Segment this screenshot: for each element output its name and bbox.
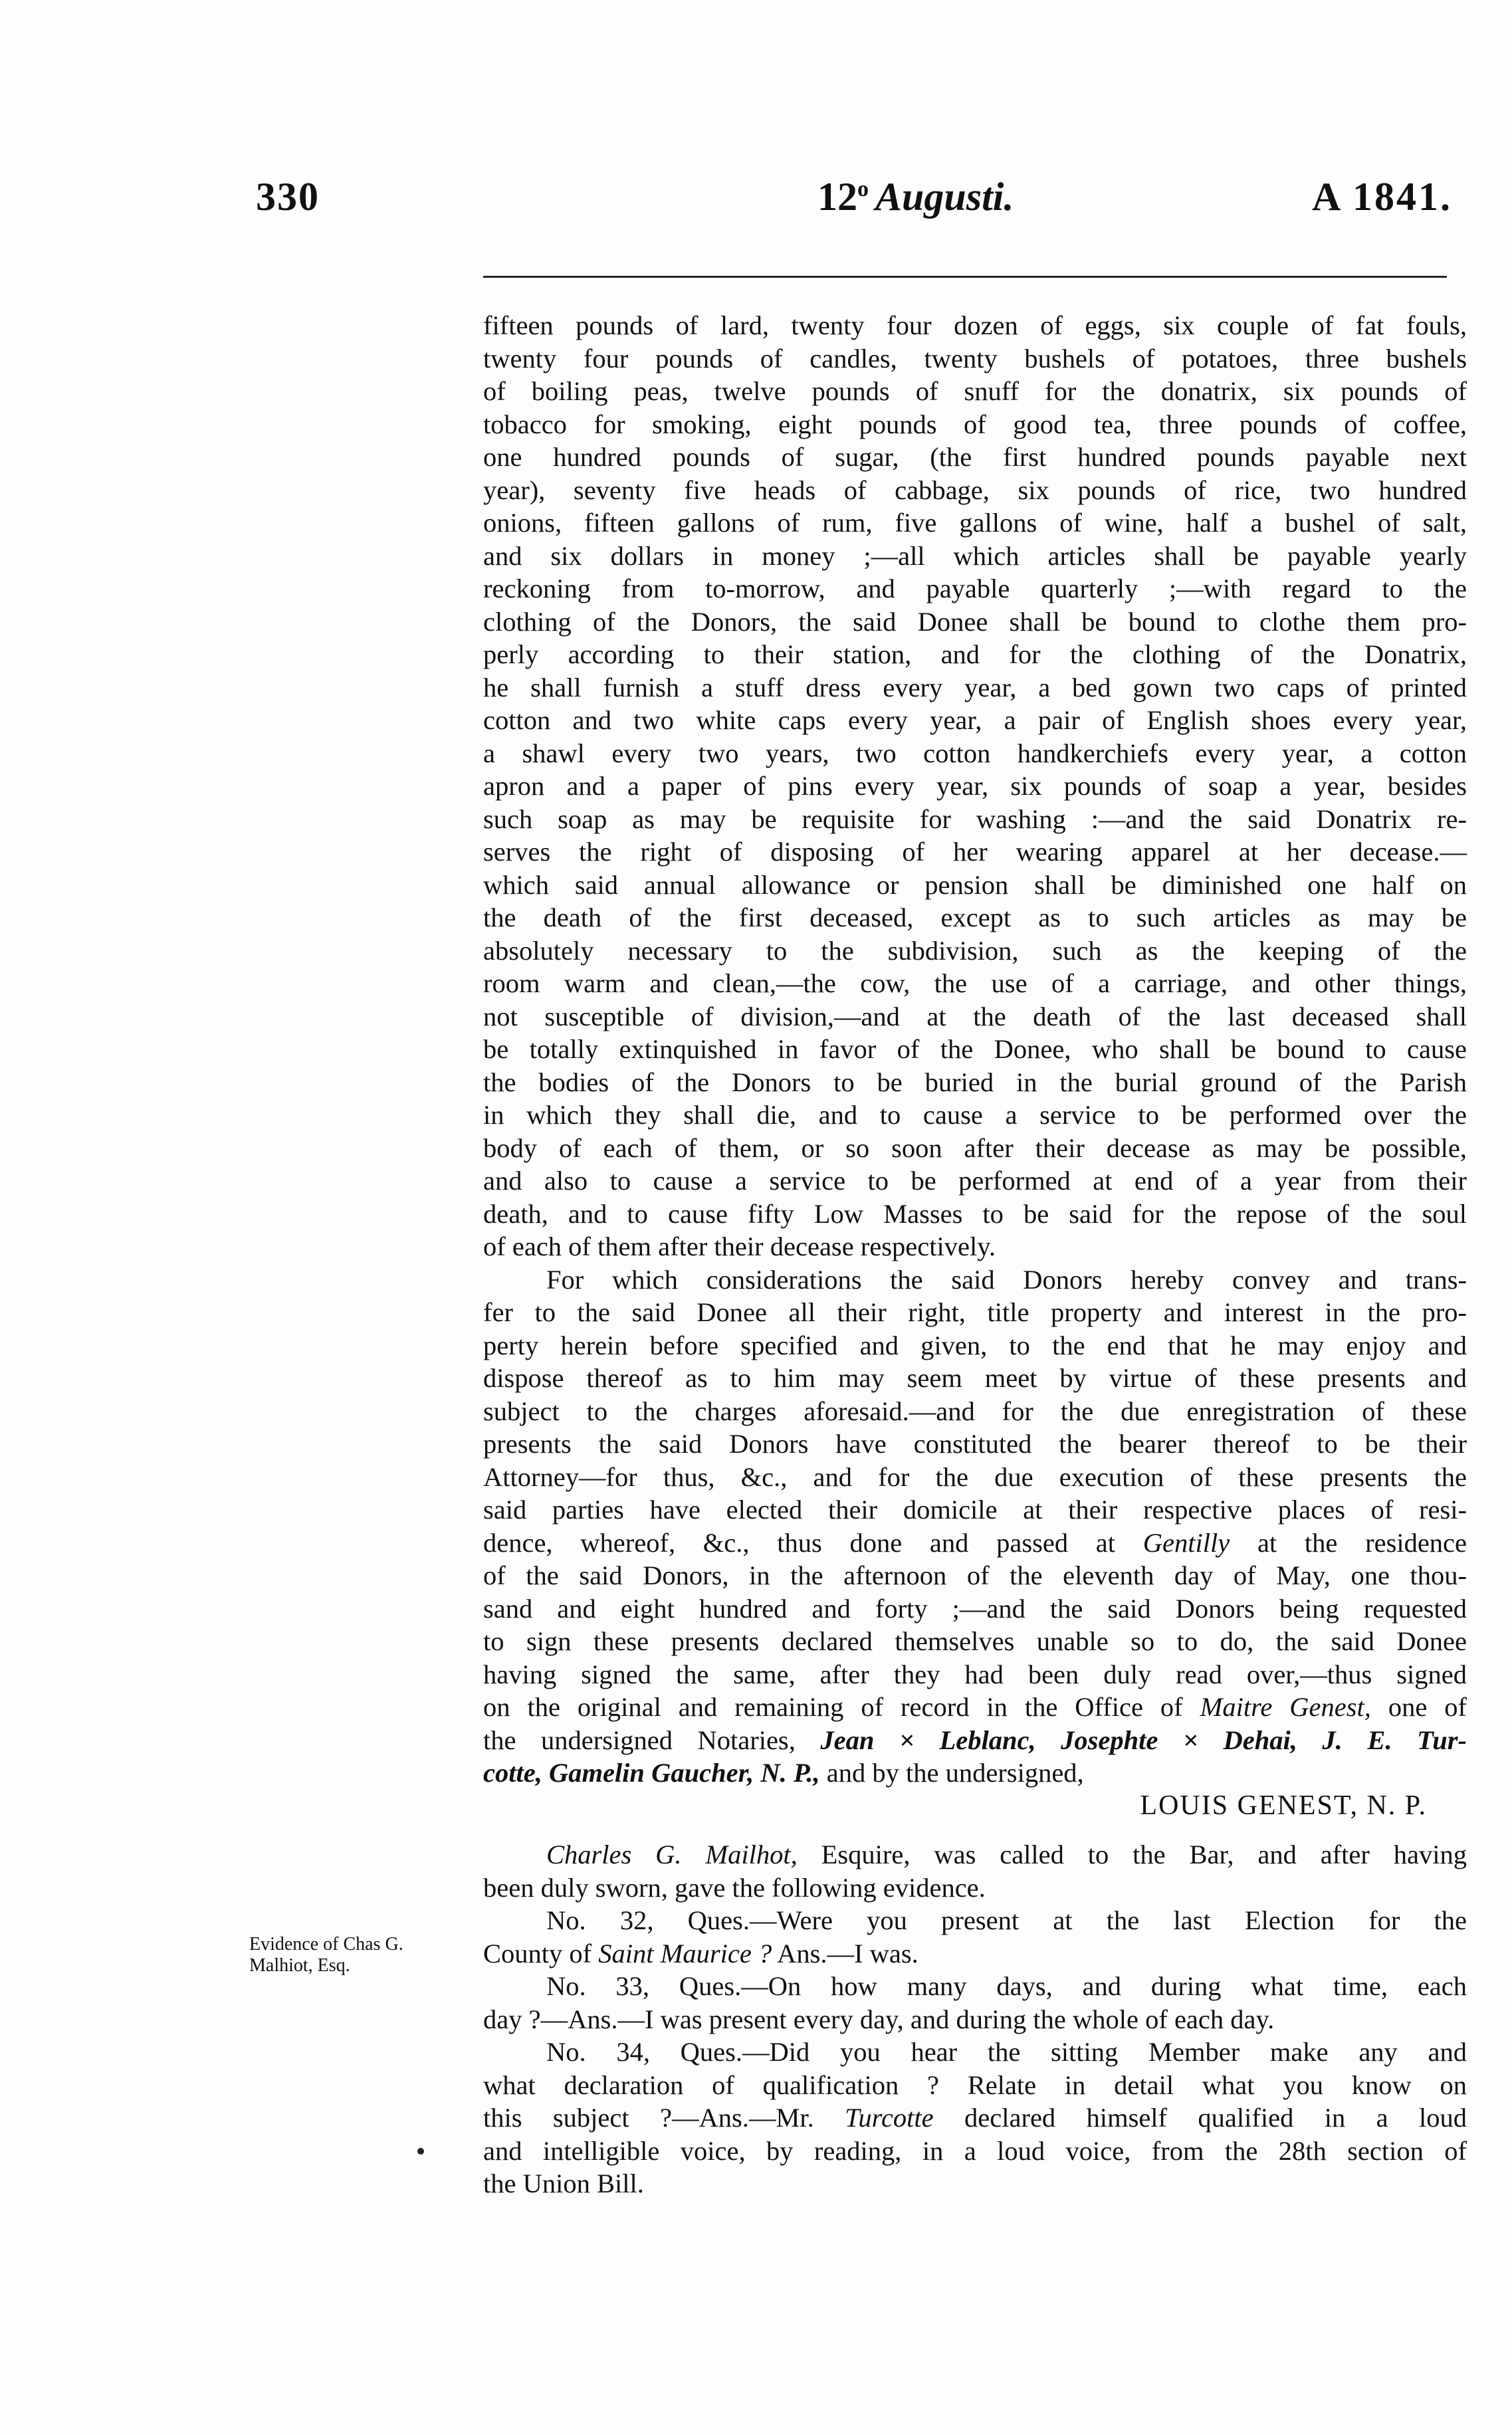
text-line: be totally extinquished in favor of the Donee, who shall be bound to cause [483,1034,1467,1064]
answer-line: day ?—Ans.—I was present every day, and during the whole of each day. [483,2004,1275,2034]
text-segment: declared himself qualified in a loud [933,2103,1467,2133]
member-name: Turcotte [845,2103,934,2133]
paragraph-gap [483,1822,1467,1838]
date-superscript: o [857,177,869,201]
header-rule [483,276,1447,278]
text-line: For which considerations the said Donors hereby convey and trans- [546,1264,1467,1295]
text-line: perly according to their station, and for the clothing of the Donatrix, [483,639,1467,669]
text-segment: Ans.—I was. [772,1938,918,1968]
witness-name: Charles G. Mailhot, [546,1840,798,1869]
text-segment: one of [1370,1692,1467,1722]
answer-line [483,2101,1467,2135]
text-line: in which they shall die, and to cause a service to be performed over the [483,1100,1467,1130]
question-line: No. 32, Ques.—Were you present at the last Election for the [546,1905,1467,1935]
question-line: No. 34, Ques.—Did you hear the sitting Member make any and [546,2037,1467,2067]
county-name: Saint Maurice ? [598,1938,772,1968]
text-line: which said annual allowance or pension shall be diminished one half on [483,869,1467,900]
margin-note [249,1934,469,1976]
text-line: the bodies of the Donors to be buried in the burial ground of the Parish [483,1067,1467,1097]
answer-line: the Union Bill. [483,2169,644,2198]
text-line: been duly sworn, gave the following evidence. [483,1872,986,1903]
text-segment: County of [483,1938,599,1968]
running-header [256,174,1452,227]
main-text [483,309,1467,2200]
text-line: year), seventy five heads of cabbage, six pounds of rice, two hundred [483,475,1467,505]
text-segment: this subject ?—Ans.—Mr. [483,2103,845,2133]
place-name: Gentilly [1142,1527,1230,1558]
text-line: subject to the charges aforesaid.—and for the due enregistration of these [483,1396,1467,1426]
text-line: and also to cause a service to be performed at end of a year from their [483,1166,1467,1196]
text-line: and six dollars in money ;—all which articles shall be payable yearly [483,540,1467,571]
text-segment: on the original and remaining of record in the Office of [483,1692,1200,1722]
text-line: sand and eight hundred and forty ;—and the said Donors being requested [483,1593,1467,1624]
text-line: apron and a paper of pins every year, six pounds of soap a year, besides [483,771,1467,801]
text-line: a shawl every two years, two cotton handkerchiefs every year, a cotton [483,738,1467,768]
text-line [483,1838,1467,1871]
margin-note-line: Evidence of Chas G. [249,1934,403,1955]
text-line: absolutely necessary to the subdivision, such as the keeping of the [483,935,1467,966]
text-line: fer to the said Donee all their right, title property and interest in the pro- [483,1297,1467,1327]
text-segment: Esquire, was called to the Bar, and after having [797,1840,1467,1869]
text-line: Attorney—for thus, &c., and for the due execution of these presents the [483,1461,1467,1492]
text-line: clothing of the Donors, the said Donee shall be bound to clothe them pro- [483,606,1467,637]
notary-name: Maitre Genest, [1200,1692,1371,1722]
text-line [483,1691,1467,1724]
text-line: such soap as may be requisite for washing :—and the said Donatrix re- [483,803,1467,834]
answer-line [483,1937,1467,1970]
date-word: Augusti. [875,175,1014,219]
text-line [483,1527,1467,1560]
header-date [817,174,1014,220]
text-segment: at the residence [1230,1527,1467,1558]
text-line: of the said Donors, in the afternoon of the eleventh day of May, one thou- [483,1560,1467,1590]
signature-line: LOUIS GENEST, N. P. [1140,1790,1427,1821]
question-line: what declaration of qualification ? Relate in detail what you know on [483,2069,1467,2100]
text-line: having signed the same, after they had been duly read over,—thus signed [483,1659,1467,1689]
answer-line: and intelligible voice, by reading, in a loud voice, from the 28th section of [483,2135,1467,2166]
text-line: of each of them after their decease respectively. [483,1231,996,1261]
text-line: room warm and clean,—the cow, the use of a carriage, and other things, [483,968,1467,998]
text-line: he shall furnish a stuff dress every year, a bed gown two caps of printed [483,672,1467,702]
text-line: to sign these presents declared themselves unable so to do, the said Donee [483,1626,1467,1656]
text-line: fifteen pounds of lard, twenty four dozen of eggs, six couple of fat fouls, [483,310,1467,340]
text-line: onions, fifteen gallons of rum, five gallons of wine, half a bushel of salt, [483,508,1467,538]
signatory-names: cotte, Gamelin Gaucher, N. P., [483,1758,820,1788]
ink-dot [417,2148,424,2155]
text-line: perty herein before specified and given, to the end that he may enjoy and [483,1330,1467,1360]
text-line [483,1724,1467,1757]
question-line: No. 33, Ques.—On how many days, and during what time, each [546,1971,1467,2001]
text-line: serves the right of disposing of her wearing apparel at her decease.— [483,837,1467,867]
text-line: death, and to cause fifty Low Masses to be said for the repose of the soul [483,1198,1467,1229]
text-line: dispose thereof as to him may seem meet by virtue of these presents and [483,1363,1467,1393]
text-line: body of each of them, or so soon after their decease as may be possible, [483,1132,1467,1163]
signatory-names: Jean × Leblanc, Josephte × Dehai, J. E. Tur- [820,1725,1467,1755]
header-year: A 1841. [1311,175,1452,219]
text-line: the death of the first deceased, except as to such articles as may be [483,902,1467,932]
margin-note-line: Malhiot, Esq. [249,1955,350,1976]
text-segment: dence, whereof, &c., thus done and passed at [483,1527,1143,1558]
text-line: cotton and two white caps every year, a pair of English shoes every year, [483,705,1467,735]
text-segment: the undersigned Notaries, [483,1725,821,1755]
text-segment: and by the undersigned, [819,1758,1084,1788]
date-number: 12 [817,175,857,219]
text-line: presents the said Donors have constituted the bearer thereof to be their [483,1429,1467,1459]
text-line: of boiling peas, twelve pounds of snuff for the donatrix, six pounds of [483,376,1467,406]
text-line: twenty four pounds of candles, twenty bushels of potatoes, three bushels [483,343,1467,373]
text-line: tobacco for smoking, eight pounds of good tea, three pounds of coffee, [483,409,1467,439]
text-line [483,1756,1467,1790]
text-line: not susceptible of division,—and at the death of the last deceased shall [483,1001,1467,1031]
page-number: 330 [256,175,320,219]
text-line: said parties have elected their domicile at their respective places of resi- [483,1495,1467,1525]
text-line: one hundred pounds of sugar, (the first hundred pounds payable next [483,442,1467,472]
text-line: reckoning from to-morrow, and payable quarterly ;—with regard to the [483,574,1467,603]
